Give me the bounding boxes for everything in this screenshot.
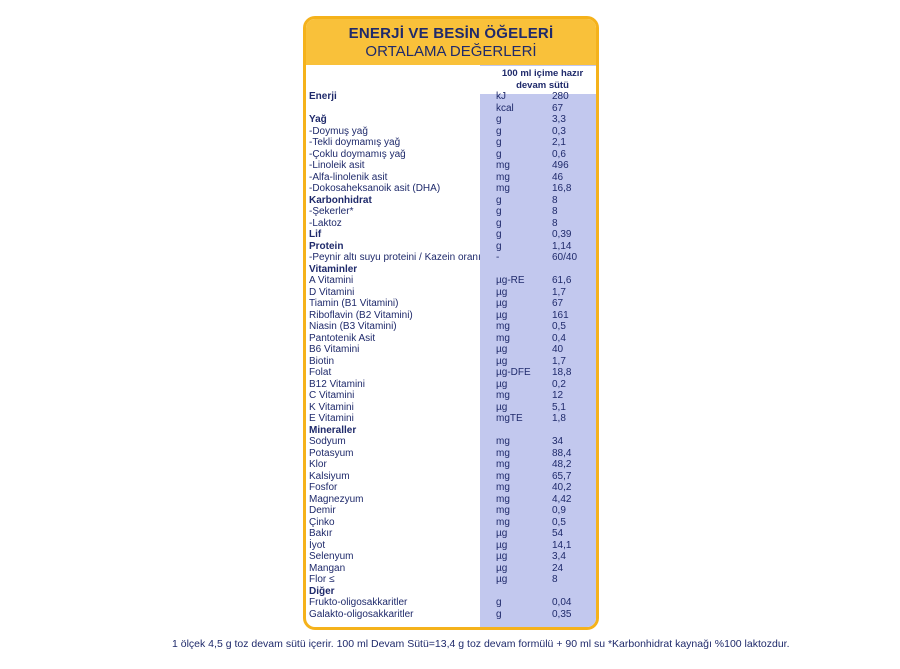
nutrient-name: Karbonhidrat [309, 194, 372, 206]
nutrient-row [309, 471, 596, 483]
nutrient-value: 0,9 [552, 505, 566, 516]
nutrient-name: C Vitamini [309, 390, 355, 401]
nutrient-unit: µg [496, 344, 508, 355]
nutrient-value: 40 [552, 344, 564, 355]
nutrient-name: Vitaminler [309, 263, 358, 275]
nutrient-name: B12 Vitamini [309, 378, 365, 390]
nutrient-name: Potasyum [309, 447, 354, 459]
column-header-line2: devam sütü [516, 80, 569, 91]
nutrient-value: 8 [552, 194, 558, 206]
nutrient-value: 8 [552, 206, 558, 217]
nutrient-row [309, 551, 596, 563]
nutrient-row [309, 252, 596, 264]
nutrient-unit: g [496, 206, 502, 217]
nutrient-row [309, 413, 596, 425]
nutrient-name: Çinko [309, 516, 335, 528]
panel-subtitle: ORTALAMA DEĞERLERİ [365, 43, 537, 60]
nutrient-unit: mg [496, 516, 510, 528]
nutrient-value: 0,39 [552, 229, 572, 240]
nutrient-value: 60/40 [552, 252, 578, 263]
nutrient-value: 0,3 [552, 125, 566, 137]
nutrient-row [309, 597, 596, 609]
nutrient-row [309, 264, 596, 276]
nutrient-name: -Dokosaheksanoik asit (DHA) [309, 183, 441, 194]
nutrient-row [309, 459, 596, 471]
nutrient-name: -Peynir altı suyu proteini / Kazein oranı [309, 252, 481, 263]
nutrient-row [309, 390, 596, 402]
nutrient-unit: - [496, 252, 500, 263]
title-band [306, 19, 596, 65]
nutrient-value: 3,3 [552, 114, 566, 125]
nutrient-name: -Tekli doymamış yağ [309, 137, 401, 148]
nutrition-panel [303, 16, 599, 630]
nutrient-row [309, 586, 596, 598]
nutrient-row [309, 367, 596, 379]
nutrient-name: K Vitamini [309, 401, 354, 413]
nutrient-value: 46 [552, 171, 564, 183]
nutrient-value: 24 [552, 562, 564, 574]
nutrient-row [309, 103, 596, 115]
nutrient-unit: mg [496, 390, 510, 401]
nutrient-name: Niasin (B3 Vitamini) [309, 321, 397, 332]
nutrient-unit: mg [496, 171, 510, 183]
nutrient-row [309, 528, 596, 540]
nutrient-unit: mg [496, 470, 510, 482]
nutrient-value: 4,42 [552, 493, 572, 505]
nutrient-unit: µg [496, 401, 508, 413]
nutrient-row [309, 333, 596, 345]
nutrient-row [309, 517, 596, 529]
nutrient-value: 0,5 [552, 516, 566, 528]
nutrient-unit: kJ [496, 91, 506, 102]
nutrient-unit: µg [496, 286, 508, 298]
nutrient-value: 8 [552, 217, 558, 229]
nutrient-unit: g [496, 240, 502, 252]
column-header-line1: 100 ml içime hazır [501, 68, 584, 79]
nutrient-name: Magnezyum [309, 493, 364, 505]
nutrient-unit: µg [496, 574, 508, 585]
nutrient-row [309, 344, 596, 356]
nutrient-value: 88,4 [552, 447, 572, 459]
nutrient-row [309, 241, 596, 253]
nutrient-unit: mg [496, 505, 510, 516]
nutrient-value: 1,7 [552, 355, 566, 367]
nutrient-name: Pantotenik Asit [309, 332, 376, 344]
nutrient-name: A Vitamini [309, 275, 354, 286]
nutrient-value: 0,35 [552, 608, 572, 620]
nutrient-name: Galakto-oligosakkaritler [309, 608, 414, 620]
nutrient-value: 18,8 [552, 367, 572, 378]
nutrient-name: -Doymuş yağ [309, 125, 368, 137]
nutrient-unit: µg-RE [496, 275, 525, 286]
nutrient-row [309, 563, 596, 575]
nutrient-unit: g [496, 194, 502, 206]
nutrient-name: -Çoklu doymamış yağ [309, 148, 406, 160]
nutrient-unit: g [496, 597, 502, 608]
nutrition-rows [309, 91, 596, 620]
nutrient-value: 1,8 [552, 413, 566, 424]
nutrient-name: Flor ≤ [309, 574, 335, 585]
nutrient-value: 496 [552, 160, 569, 171]
nutrient-name: Enerji [309, 91, 337, 102]
nutrient-unit: µg-DFE [496, 367, 531, 378]
nutrient-row [309, 195, 596, 207]
nutrient-unit: g [496, 125, 502, 137]
nutrient-row [309, 137, 596, 149]
nutrient-row [309, 540, 596, 552]
nutrient-row [309, 287, 596, 299]
nutrient-unit: mg [496, 447, 510, 459]
nutrient-row [309, 91, 596, 103]
nutrient-value: 40,2 [552, 482, 572, 493]
nutrient-unit: g [496, 137, 502, 148]
nutrient-row [309, 229, 596, 241]
nutrient-row [309, 482, 596, 494]
nutrient-name: Fosfor [309, 482, 338, 493]
nutrient-name: Sodyum [309, 436, 346, 447]
nutrient-row [309, 321, 596, 333]
nutrient-unit: g [496, 608, 502, 620]
nutrient-unit: µg [496, 562, 508, 574]
nutrient-value: 48,2 [552, 459, 572, 470]
nutrient-value: 16,8 [552, 183, 572, 194]
nutrient-name: Riboflavin (B2 Vitamini) [309, 309, 413, 321]
nutrient-unit: mg [496, 459, 510, 470]
nutrient-unit: mg [496, 332, 510, 344]
nutrient-name: Yağ [309, 114, 327, 125]
nutrient-row [309, 505, 596, 517]
nutrient-unit: kcal [496, 102, 514, 114]
nutrient-unit: mg [496, 436, 510, 447]
nutrient-name: Selenyum [309, 551, 354, 562]
nutrient-unit: mg [496, 482, 510, 493]
nutrient-row [309, 298, 596, 310]
nutrient-unit: mg [496, 183, 510, 194]
nutrient-value: 34 [552, 436, 564, 447]
nutrient-row [309, 436, 596, 448]
nutrient-name: B6 Vitamini [309, 344, 360, 355]
nutrient-row [309, 356, 596, 368]
nutrient-row [309, 494, 596, 506]
nutrient-row [309, 425, 596, 437]
nutrient-unit: µg [496, 378, 508, 390]
nutrient-name: Bakır [309, 528, 333, 539]
nutrient-unit: µg [496, 309, 508, 321]
nutrient-value: 14,1 [552, 539, 572, 551]
nutrient-value: 61,6 [552, 275, 572, 286]
nutrient-row [309, 310, 596, 322]
nutrient-value: 0,5 [552, 321, 566, 332]
nutrient-name: Kalsiyum [309, 470, 350, 482]
nutrient-value: 0,4 [552, 332, 566, 344]
nutrient-name: Tiamin (B1 Vitamini) [309, 298, 399, 309]
nutrient-unit: g [496, 148, 502, 160]
nutrient-row [309, 609, 596, 621]
nutrient-value: 67 [552, 298, 564, 309]
nutrient-value: 0,04 [552, 597, 572, 608]
nutrient-unit: g [496, 229, 502, 240]
nutrient-row [309, 114, 596, 126]
nutrient-value: 1,7 [552, 286, 566, 298]
nutrient-row [309, 218, 596, 230]
nutrient-row [309, 126, 596, 138]
nutrient-value: 5,1 [552, 401, 566, 413]
footnote: 1 ölçek 4,5 g toz devam sütü içerir. 100 ml Devam Sütü=13,4 g toz devam formülü + 90 ml su *Karbonhidrat kaynağı %100 laktozdur. [172, 638, 790, 650]
nutrient-unit: g [496, 114, 502, 125]
nutrient-row [309, 574, 596, 586]
nutrient-value: 3,4 [552, 551, 566, 562]
nutrient-unit: µg [496, 298, 508, 309]
nutrient-name: -Alfa-linolenik asit [309, 171, 388, 183]
nutrient-name: -Linoleik asit [309, 160, 365, 171]
nutrient-value: 12 [552, 390, 564, 401]
nutrient-row [309, 379, 596, 391]
nutrient-row [309, 183, 596, 195]
nutrient-row [309, 160, 596, 172]
nutrient-name: Biotin [309, 355, 335, 367]
nutrient-unit: µg [496, 528, 508, 539]
nutrient-name: Klor [309, 459, 327, 470]
nutrient-value: 8 [552, 574, 558, 585]
nutrient-value: 2,1 [552, 137, 566, 148]
nutrient-value: 280 [552, 91, 569, 102]
nutrient-name: D Vitamini [309, 286, 355, 298]
panel-title: ENERJİ VE BESİN ÖĞELERİ [348, 25, 554, 42]
nutrient-unit: mg [496, 321, 510, 332]
nutrient-value: 1,14 [552, 240, 572, 252]
nutrient-name: Lif [309, 229, 322, 240]
nutrient-value: 54 [552, 528, 564, 539]
nutrient-name: E Vitamini [309, 413, 354, 424]
nutrient-row [309, 402, 596, 414]
nutrient-row [309, 149, 596, 161]
nutrient-name: Frukto-oligosakkaritler [309, 597, 408, 608]
nutrient-unit: mg [496, 493, 510, 505]
nutrient-value: 67 [552, 102, 564, 114]
nutrient-value: 161 [552, 309, 569, 321]
column-header [480, 66, 599, 94]
nutrient-unit: µg [496, 551, 508, 562]
nutrient-row [309, 172, 596, 184]
nutrient-name: Folat [309, 367, 332, 378]
nutrient-name: Demir [309, 505, 336, 516]
nutrient-value: 0,6 [552, 148, 566, 160]
nutrient-unit: mg [496, 160, 510, 171]
nutrient-value: 0,2 [552, 378, 566, 390]
nutrient-value: 65,7 [552, 470, 572, 482]
nutrient-row [309, 448, 596, 460]
nutrient-name: Mineraller [309, 424, 357, 436]
nutrient-name: -Laktoz [309, 217, 342, 229]
nutrient-name: İyot [309, 539, 326, 551]
nutrient-name: Diğer [309, 585, 335, 597]
nutrient-unit: g [496, 217, 502, 229]
nutrient-row [309, 275, 596, 287]
nutrient-name: -Şekerler* [309, 206, 354, 217]
nutrient-name: Mangan [309, 562, 346, 574]
nutrient-name: Protein [309, 240, 344, 252]
nutrient-unit: µg [496, 539, 508, 551]
nutrient-row [309, 206, 596, 218]
nutrient-unit: mgTE [496, 413, 523, 424]
nutrient-unit: µg [496, 355, 508, 367]
